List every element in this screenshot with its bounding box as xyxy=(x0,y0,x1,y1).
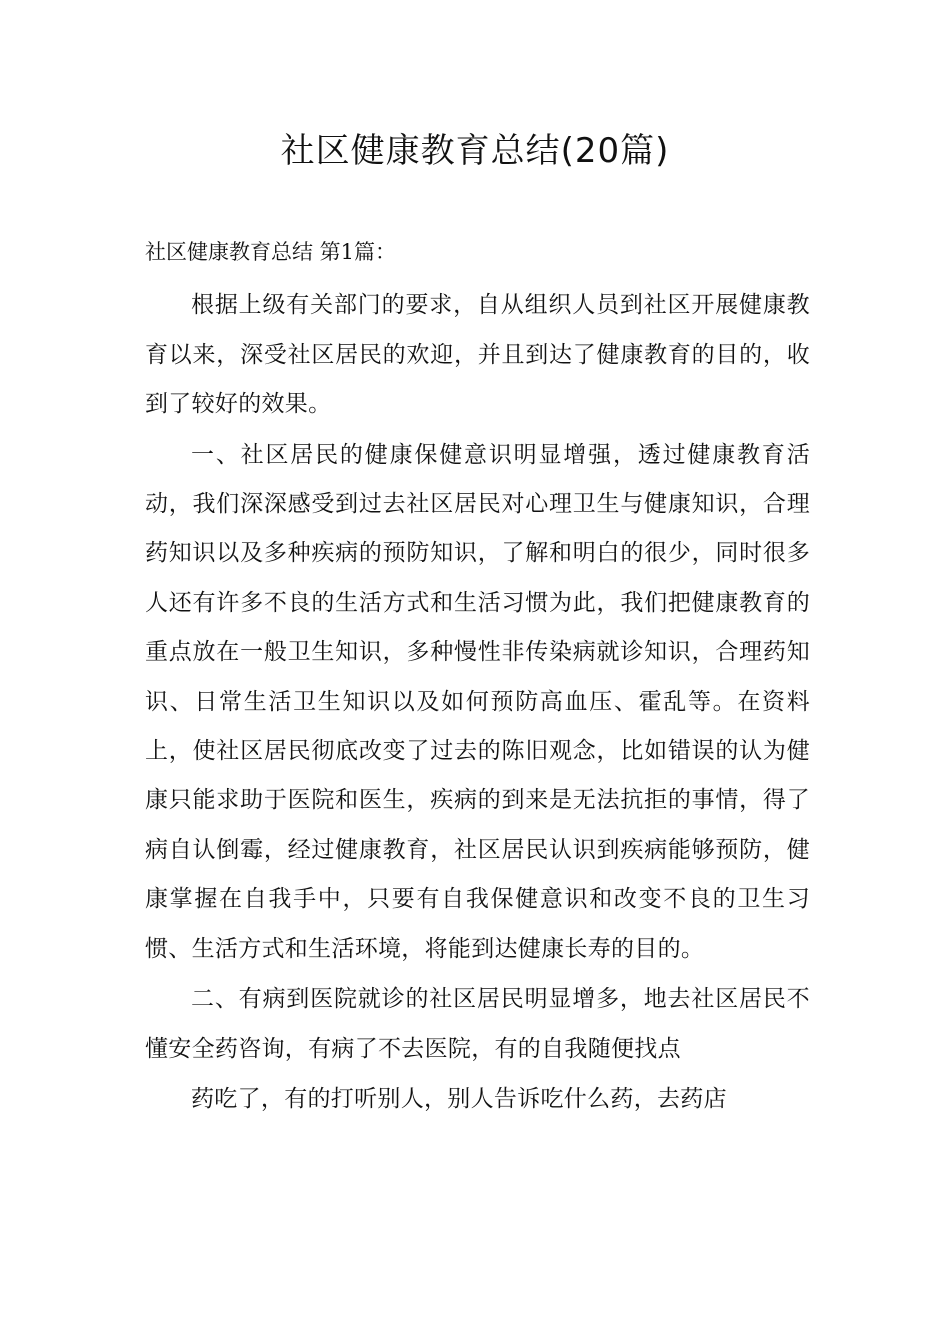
paragraph-point-one: 一、社区居民的健康保健意识明显增强，透过健康教育活动，我们深深感受到过去社区居民对心理卫生与健康知识，合理药知识以及多种疾病的预防知识，了解和明白的很少，同时很多人还有许多不良的生活方式和生活习惯为此，我们把健康教育的重点放在一般卫生知识，多种慢性非传染病就诊知识，合理药知识、日常生活卫生知识以及如何预防高血压、霍乱等。在资料上，使社区居民彻底改变了过去的陈旧观念，比如错误的认为健康只能求助于医院和医生，疾病的到来是无法抗拒的事情，得了病自认倒霉，经过健康教育，社区居民认识到疾病能够预防，健康掌握在自我手中，只要有自我保健意识和改变不良的卫生习惯、生活方式和生活环境，将能到达健康长寿的目的。 xyxy=(145,441,810,962)
document-body xyxy=(145,228,810,1125)
section-heading: 社区健康教育总结 第1篇： xyxy=(145,240,397,264)
paragraph-continued: 药吃了，有的打听别人，别人告诉吃什么药，去药店 xyxy=(191,1085,727,1112)
paragraph-point-two: 二、有病到医院就诊的社区居民明显增多，地去社区居民不懂安全药咨询，有病了不去医院，有的自我随便找点 xyxy=(145,986,810,1062)
paragraph-intro: 根据上级有关部门的要求，自从组织人员到社区开展健康教育以来，深受社区居民的欢迎，并且到达了健康教育的目的，收到了较好的效果。 xyxy=(145,292,810,418)
document-title: 社区健康教育总结(20篇) xyxy=(280,131,670,171)
